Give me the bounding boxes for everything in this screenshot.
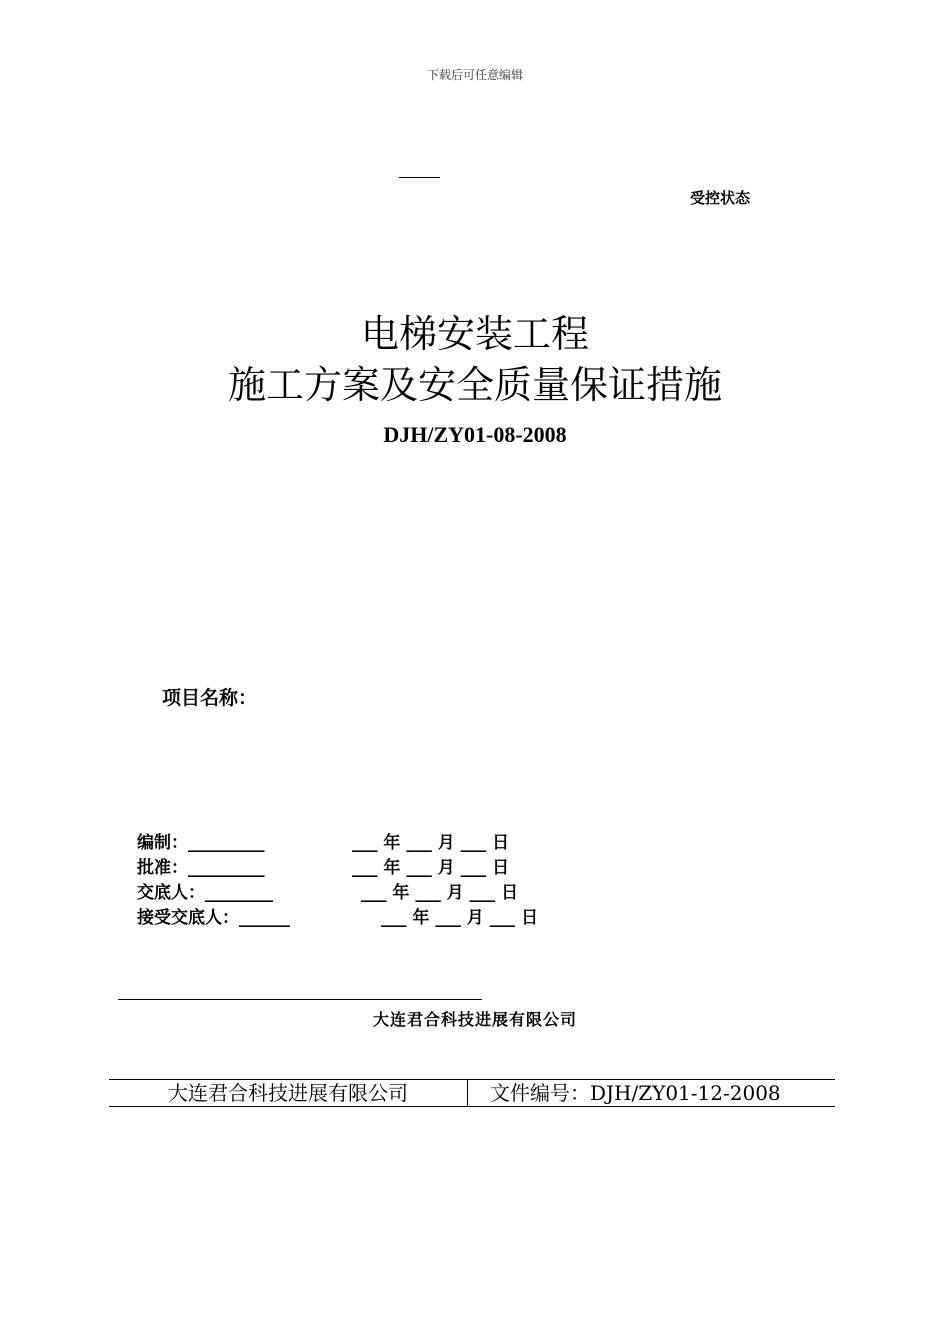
company-rule [118, 999, 482, 1000]
footer-table [109, 1079, 835, 1107]
company-name: 大连君合科技进展有限公司 [372, 1010, 577, 1029]
footer-file-number: 文件编号：DJH/ZY01-12-2008 [490, 1081, 781, 1105]
short-rule [399, 177, 440, 178]
document-title-line-2: 施工方案及安全质量保证措施 [227, 363, 722, 407]
signature-label-receiver: 接受交底人：______ [137, 908, 290, 928]
project-name-label: 项目名称： [162, 687, 258, 709]
control-status: 受控状态 [690, 189, 751, 207]
signature-date-approve: ___ 年 ___ 月 ___ 日 [352, 858, 510, 878]
signature-label-briefer: 交底人：________ [137, 883, 273, 903]
document-code: DJH/ZY01-08-2008 [383, 422, 567, 447]
footer-company: 大连君合科技进展有限公司 [109, 1080, 468, 1106]
signature-label-compile: 编制：_________ [137, 833, 265, 853]
signature-date-receiver: ___ 年 ___ 月 ___ 日 [381, 908, 539, 928]
signature-label-approve: 批准：_________ [137, 858, 265, 878]
document-title-line-1: 电梯安装工程 [360, 312, 589, 356]
header-note: 下载后可任意编辑 [426, 68, 523, 82]
signature-date-briefer: ___ 年 ___ 月 ___ 日 [361, 883, 519, 903]
signature-date-compile: ___ 年 ___ 月 ___ 日 [352, 833, 510, 853]
